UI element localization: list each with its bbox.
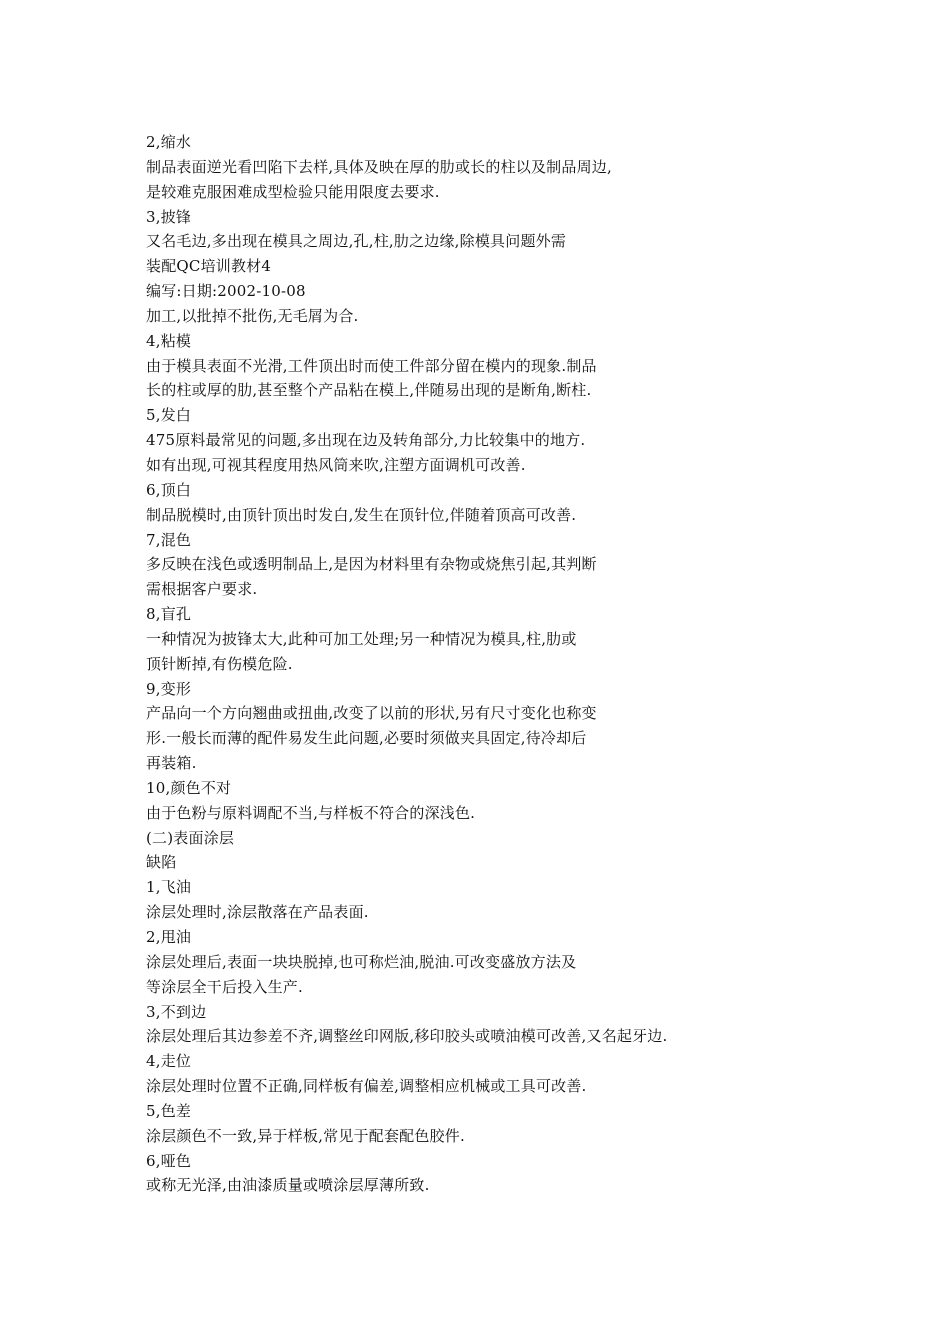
paragraph-line: 涂层处理后,表面一块块脱掉,也可称烂油,脱油.可改变盛放方法及 xyxy=(146,952,577,971)
paragraph-line: 是较难克服困难成型检验只能用限度去要求. xyxy=(146,182,440,201)
paragraph-line: 长的柱或厚的肋,甚至整个产品粘在模上,伴随易出现的是断角,断柱. xyxy=(146,381,592,400)
heading-uneven-edge: 3,不到边 xyxy=(146,1002,207,1021)
document-body xyxy=(146,130,926,1198)
paragraph-line: 如有出现,可视其程度用热风筒来吹,注塑方面调机可改善. xyxy=(146,455,526,474)
paragraph-line: 顶针断掉,有伤模危险. xyxy=(146,654,293,673)
paragraph-line: 制品脱模时,由顶针顶出时发白,发生在顶针位,伴随着顶高可改善. xyxy=(146,505,577,524)
paragraph-line: 涂层处理时,涂层散落在产品表面. xyxy=(146,903,369,922)
heading-color-mixing: 7,混色 xyxy=(146,530,192,549)
paragraph-line: 涂层处理后其边参差不齐,调整丝印网版,移印胶头或喷油模可改善,又名起牙边. xyxy=(146,1027,668,1046)
paragraph-line: 由于色粉与原料调配不当,与样板不符合的深浅色. xyxy=(146,803,476,822)
heading-whitening: 5,发白 xyxy=(146,406,192,425)
paragraph-line: 制品表面逆光看凹陷下去样,具体及映在厚的肋或长的柱以及制品周边, xyxy=(146,157,612,176)
heading-misalignment: 4,走位 xyxy=(146,1052,192,1071)
section-heading-coating: (二)表面涂层 xyxy=(146,828,235,847)
paragraph-line: 涂层颜色不一致,异于样板,常见于配套配色胶件. xyxy=(146,1126,465,1145)
paragraph-line: 475原料最常见的问题,多出现在边及转角部分,力比较集中的地方. xyxy=(146,431,586,450)
paragraph-line: 需根据客户要求. xyxy=(146,580,258,599)
heading-dull-color: 6,哑色 xyxy=(146,1151,192,1170)
heading-blind-hole: 8,盲孔 xyxy=(146,605,192,624)
heading-deformation: 9,变形 xyxy=(146,679,192,698)
heading-peeling: 2,甩油 xyxy=(146,928,192,946)
heading-color-difference: 5,色差 xyxy=(146,1101,192,1120)
document-title: 装配QC培训教材4 xyxy=(146,257,272,276)
heading-flash: 3,披锋 xyxy=(146,207,192,226)
paragraph-line: 等涂层全干后投入生产. xyxy=(146,977,303,996)
section-subheading-defects: 缺陷 xyxy=(146,853,177,872)
heading-wrong-color: 10,颜色不对 xyxy=(146,778,232,797)
heading-shrinkage: 2,缩水 xyxy=(146,133,192,151)
paragraph-line: 产品向一个方向翘曲或扭曲,改变了以前的形状,另有尺寸变化也称变 xyxy=(146,704,597,723)
heading-sticking: 4,粘模 xyxy=(146,331,192,350)
paragraph-line: 形.一般长而薄的配件易发生此问题,必要时须做夹具固定,待冷却后 xyxy=(146,729,587,748)
paragraph-line: 加工,以批掉不批伤,无毛屑为合. xyxy=(146,306,359,325)
paragraph-line: 一种情况为披锋太大,此种可加工处理;另一种情况为模具,柱,肋或 xyxy=(146,629,577,648)
paragraph-line: 再装箱. xyxy=(146,754,197,773)
paragraph-line: 又名毛边,多出现在模具之周边,孔,柱,肋之边缘,除模具问题外需 xyxy=(146,232,567,251)
author-date: 编写:日期:2002-10-08 xyxy=(146,282,306,301)
paragraph-line: 由于模具表面不光滑,工件顶出时而使工件部分留在模内的现象.制品 xyxy=(146,356,597,375)
heading-ejector-mark: 6,顶白 xyxy=(146,480,192,499)
heading-overspray: 1,飞油 xyxy=(146,878,192,897)
paragraph-line: 多反映在浅色或透明制品上,是因为材料里有杂物或烧焦引起,其判断 xyxy=(146,555,597,574)
paragraph-line: 或称无光泽,由油漆质量或喷涂层厚薄所致. xyxy=(146,1176,430,1195)
paragraph-line: 涂层处理时位置不正确,同样板有偏差,调整相应机械或工具可改善. xyxy=(146,1077,587,1096)
